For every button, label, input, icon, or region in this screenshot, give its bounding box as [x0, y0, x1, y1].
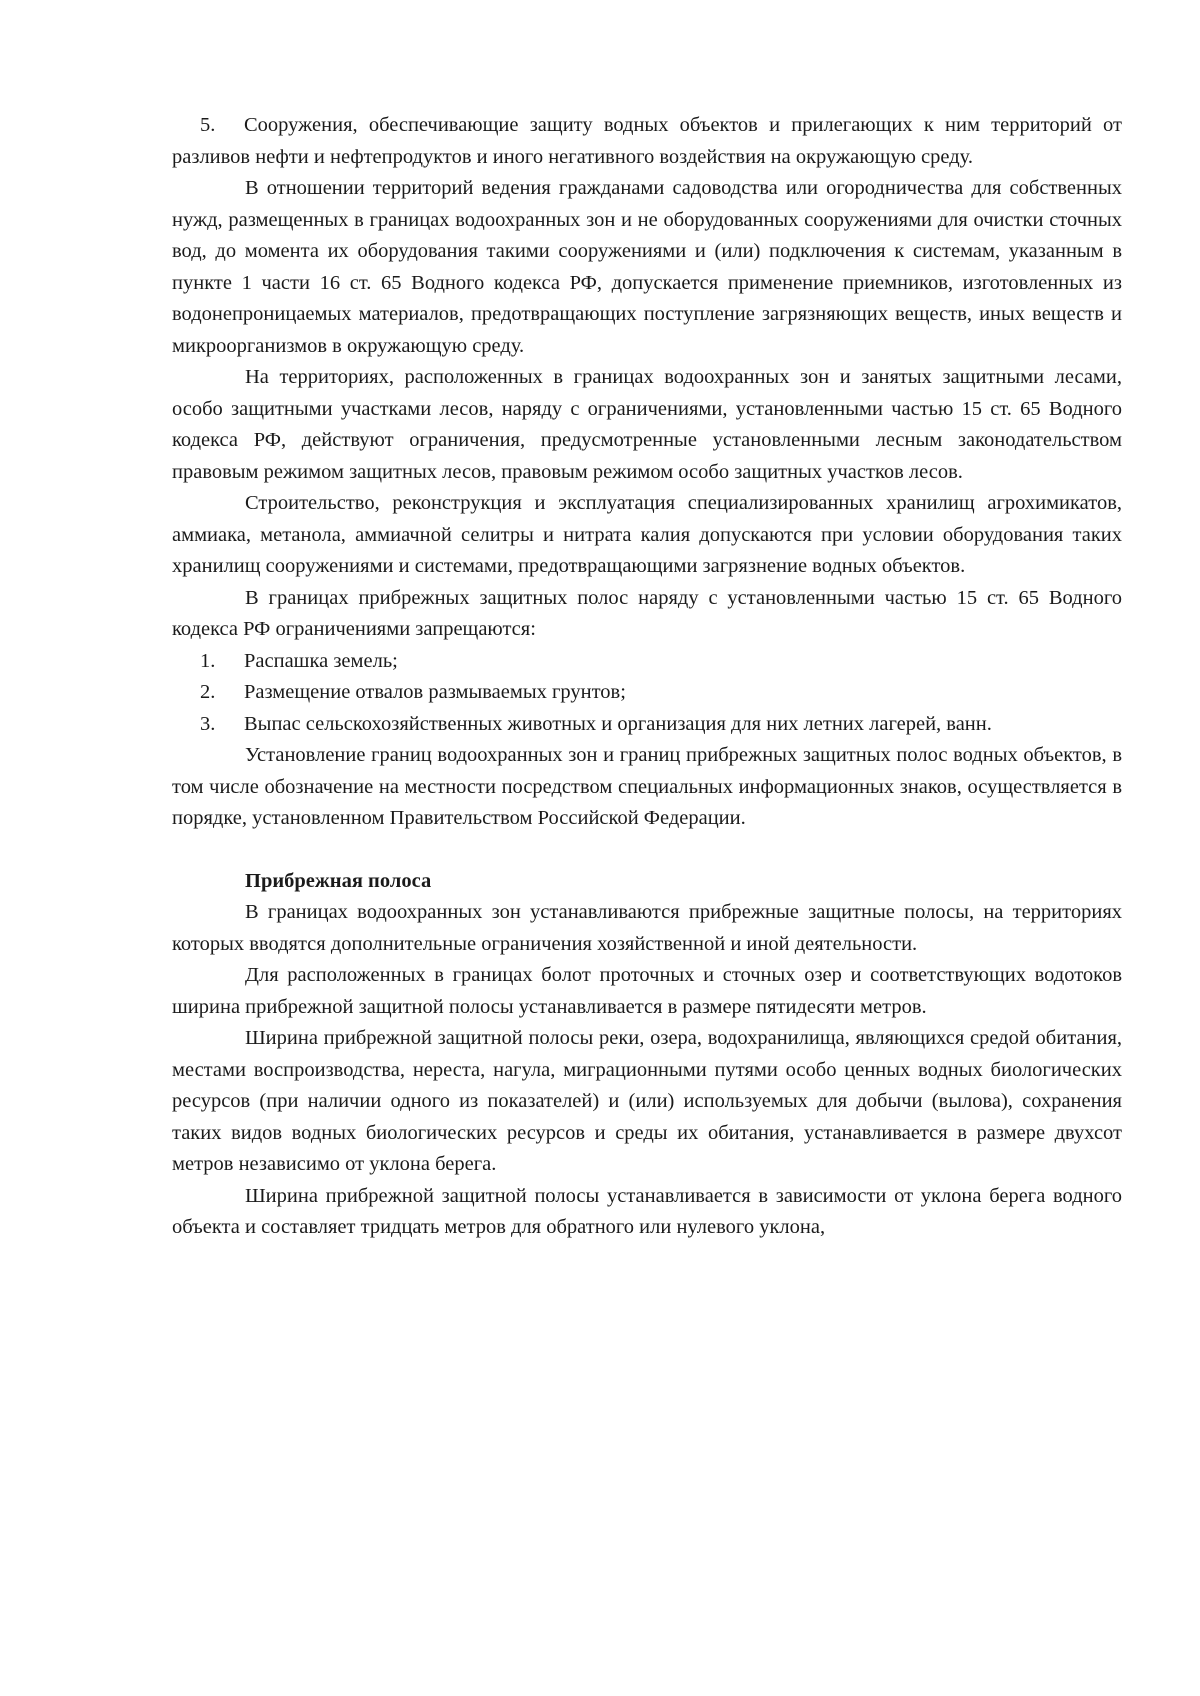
section-spacer [172, 835, 1122, 866]
section-heading: Прибрежная полоса [245, 869, 432, 892]
paragraph-zone-borders: Установление границ водоохранных зон и границ прибрежных защитных полос водных объектов, в том числе обозначение на местности посредством специальных информационных знаков, осуществляется в порядке, установленном Правительством Российской Федерации. [172, 744, 1122, 829]
list-item-number: 1. [200, 649, 216, 672]
list-item-text: Сооружения, обеспечивающие защиту водных объектов и прилегающих к ним территорий от разливов нефти и нефтепродуктов и иного негативного воздействия на окружающую среду. [172, 114, 1122, 168]
paragraph-coastal-strips: В границах водоохранных зон устанавливаются прибрежные защитные полосы, на территориях которых вводятся дополнительные ограничения хозяйственной и иной деятельности. [172, 901, 1122, 955]
paragraph-protective-forests: На территориях, расположенных в границах водоохранных зон и занятых защитными лесами, особо защитными участками лесов, наряду с ограничениями, установленными частью 15 ст. 65 Водного кодекса РФ, действуют ограничения, предусмотренные установленными лесным законодательством правовым режимом защитных лесов, правовым режимом особо защитных участков лесов. [172, 366, 1122, 483]
list-item-2 [172, 677, 1122, 709]
paragraph-gardening-territories: В отношении территорий ведения гражданами садоводства или огородничества для собственных нужд, размещенных в границах водоохранных зон и не оборудованных сооружениями для очистки сточных вод, до момента их оборудования такими сооружениями и (или) подключения к системам, указанным в пункте 1 части 16 ст. 65 Водного кодекса РФ, допускается применение приемников, изготовленных из водонепроницаемых материалов, предотвращающих поступление загрязняющих веществ, иных веществ и микроорганизмов в окружающую среду. [172, 177, 1122, 357]
document-page [172, 110, 1122, 1244]
paragraph-valuable-resources: Ширина прибрежной защитной полосы реки, озера, водохранилища, являющихся средой обитания, местами воспроизводства, нереста, нагула, миграционными путями особо ценных водных биологических ресурсов (при наличии одного из показателей) и (или) используемых для добычи (вылова), сохранения таких видов водных биологических ресурсов и среды их обитания, устанавливается в размере двухсот метров независимо от уклона берега. [172, 1027, 1122, 1175]
list-item-text: Распашка земель; [244, 649, 398, 672]
paragraph-coastal-prohibitions-intro: В границах прибрежных защитных полос наряду с установленными частью 15 ст. 65 Водного кодекса РФ ограничениями запрещаются: [172, 586, 1122, 640]
list-item-text: Размещение отвалов размываемых грунтов; [244, 681, 626, 703]
list-item-5 [172, 110, 1122, 173]
list-item-text: Выпас сельскохозяйственных животных и организация для них летних лагерей, ванн. [244, 712, 992, 735]
paragraph-swamp-lakes: Для расположенных в границах болот проточных и сточных озер и соответствующих водотоков ширина прибрежной защитной полосы устанавливается в размере пятидесяти метров. [172, 964, 1122, 1018]
list-item-number: 5. [200, 114, 216, 136]
paragraph-slope-width: Ширина прибрежной защитной полосы устанавливается в зависимости от уклона берега водного объекта и составляет тридцать метров для обратного или нулевого уклона, [172, 1184, 1122, 1238]
list-item-number: 2. [200, 681, 216, 703]
list-item-number: 3. [200, 712, 216, 735]
paragraph-agrochemical-storage: Строительство, реконструкция и эксплуатация специализированных хранилищ агрохимикатов, аммиака, метанола, аммиачной селитры и нитрата калия допускаются при условии оборудования таких хранилищ сооружениями и системами, предотвращающими загрязнение водных объектов. [172, 492, 1122, 577]
list-item-3 [172, 709, 1122, 741]
list-item-1 [172, 646, 1122, 678]
